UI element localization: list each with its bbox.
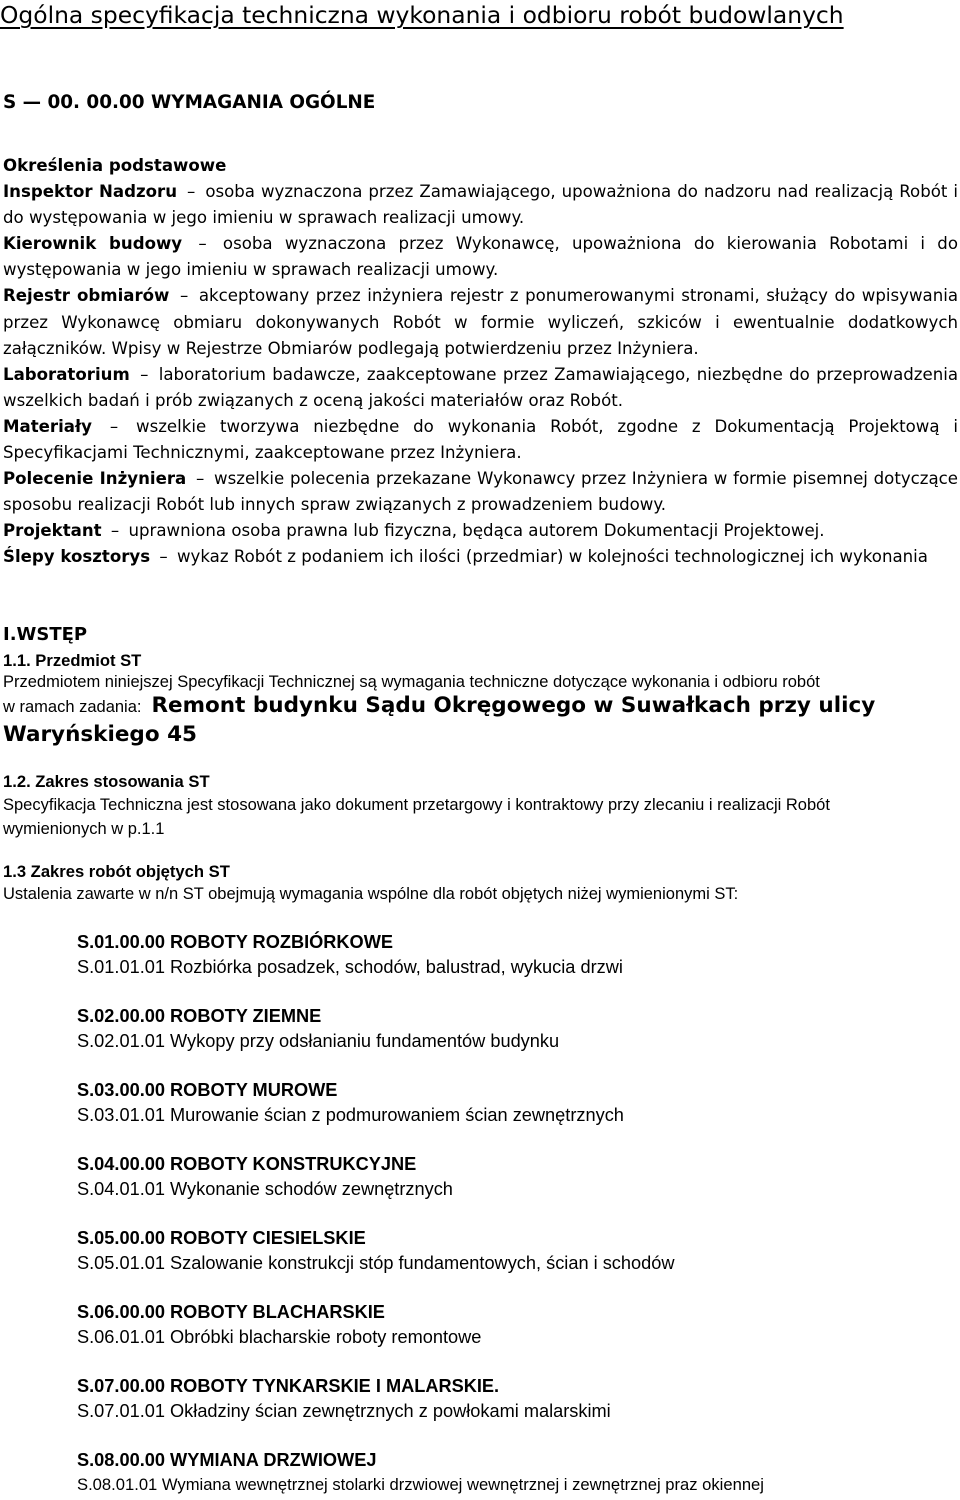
works-group-code: S.07.00.00 ROBOTY TYNKARSKIE I MALARSKIE.: [77, 1376, 500, 1396]
subsection-text-1-3: Ustalenia zawarte w n/n ST obejmują wymagania wspólne dla robót objętych niżej wymienionymi ST:: [3, 885, 739, 903]
works-group-code: S.03.00.00 ROBOTY MUROWE: [77, 1080, 338, 1100]
definition-term: Materiały: [3, 416, 92, 436]
subsection-heading-1-1: 1.1. Przedmiot ST: [3, 651, 142, 670]
dash-separator: –: [109, 416, 119, 436]
definition-item: [3, 414, 958, 466]
definition-term: Kierownik budowy: [3, 234, 183, 254]
definition-item: [3, 544, 958, 570]
works-group-code: S.06.00.00 ROBOTY BLACHARSKIE: [77, 1302, 385, 1322]
dash-separator: –: [159, 547, 168, 567]
definition-item: [3, 179, 958, 231]
works-group-code: S.05.00.00 ROBOTY CIESIELSKIE: [77, 1228, 366, 1248]
works-group-code: S.08.00.00 WYMIANA DRZWIOWEJ: [77, 1450, 377, 1470]
task-line-2: [3, 722, 197, 747]
works-group: [77, 1152, 453, 1201]
section-heading: S — 00. 00.00 WYMAGANIA OGÓLNE: [3, 92, 376, 113]
works-group-item: S.04.01.01 Wykonanie schodów zewnętrznych: [77, 1179, 453, 1199]
works-group-item: S.06.01.01 Obróbki blacharskie roboty remontowe: [77, 1327, 482, 1347]
works-group-item: S.08.01.01 Wymiana wewnętrznej stolarki drzwiowej wewnętrznej i zewnętrznej praz okiennej: [77, 1475, 764, 1494]
dash-separator: –: [198, 234, 207, 254]
definition-text: osoba wyznaczona przez Wykonawcę, upoważniona do kierowania Robotami i do występowania w jego imieniu w sprawach realizacji umowy.: [3, 234, 958, 280]
works-group-item: S.01.01.01 Rozbiórka posadzek, schodów, balustrad, wykucia drzwi: [77, 957, 623, 977]
works-group: [77, 1374, 611, 1423]
definition-item: [3, 362, 958, 414]
definition-text: akceptowany przez inżyniera rejestr z ponumerowanymi stronami, służący do wpisywania przez Wykonawcę obmiaru dokonywanych Robót w formie wyliczeń, szkiców i ewentualnie dodatkowych załączników. Wpisy w Rejestrze Obmiarów podlegają potwierdzeniu przez Inżyniera.: [3, 286, 958, 358]
works-group-item: S.05.01.01 Szalowanie konstrukcji stóp fundamentowych, ścian i schodów: [77, 1253, 675, 1273]
definition-text: laboratorium badawcze, zaakceptowane przez Zamawiającego, niezbędne do przeprowadzenia wszelkich badań i prób związanych z oceną jakości materiałów oraz Robót.: [3, 364, 958, 410]
definition-term: Projektant: [3, 521, 102, 541]
definition-item: [3, 231, 958, 283]
definition-term: Inspektor Nadzoru: [3, 182, 178, 202]
dash-separator: –: [179, 286, 189, 306]
definition-term: Ślepy kosztorys: [3, 547, 151, 567]
works-group-item: S.07.01.01 Okładziny ścian zewnętrznych z powłokami malarskimi: [77, 1401, 611, 1421]
works-group-code: S.04.00.00 ROBOTY KONSTRUKCYJNE: [77, 1154, 417, 1174]
definition-term: Polecenie Inżyniera: [3, 469, 187, 489]
definition-item: [3, 466, 958, 518]
definition-item: [3, 518, 958, 544]
works-group: [77, 1448, 764, 1497]
definition-text: osoba wyznaczona przez Zamawiającego, upoważniona do nadzoru nad realizacją Robót i do występowania w jego imieniu w sprawach realizacji umowy.: [3, 182, 958, 228]
works-group-item: S.02.01.01 Wykopy przy odsłanianiu fundamentów budynku: [77, 1031, 560, 1051]
task-title: Remont budynku Sądu Okręgowego w Suwałkach przy ulicy: [151, 693, 876, 718]
definition-text: uprawniona osoba prawna lub fizyczna, będąca autorem Dokumentacji Projektowej.: [128, 521, 825, 541]
definitions-block: [3, 153, 958, 571]
works-group: [77, 1004, 559, 1053]
subsection-text-1-1: Przedmiotem niniejszej Specyfikacji Technicznej są wymagania techniczne dotyczące wykonania i odbioru robót: [3, 673, 820, 691]
document-title: Ogólna specyfikacja techniczna wykonania i odbioru robót budowlanych: [0, 1, 844, 29]
works-group-item: S.03.01.01 Murowanie ścian z podmurowaniem ścian zewnętrznych: [77, 1105, 624, 1125]
works-group: [77, 1078, 624, 1127]
task-line-1: [3, 693, 875, 718]
definition-text: wykaz Robót z podaniem ich ilości (przedmiar) w kolejności technologicznej ich wykonania: [176, 547, 928, 567]
dash-separator: –: [140, 364, 149, 384]
task-title-cont: Waryńskiego 45: [3, 722, 197, 747]
subsection-heading-1-3: 1.3 Zakres robót objętych ST: [3, 862, 230, 881]
dash-separator: –: [110, 521, 120, 541]
dash-separator: –: [195, 469, 205, 489]
works-group-code: S.02.00.00 ROBOTY ZIEMNE: [77, 1006, 322, 1026]
intro-heading: I.WSTĘP: [3, 624, 88, 645]
subsection-heading-1-2: 1.2. Zakres stosowania ST: [3, 772, 210, 791]
definition-term: Rejestr obmiarów: [3, 286, 170, 306]
works-group: [77, 1300, 481, 1349]
works-group: [77, 1226, 675, 1275]
task-prefix: w ramach zadania:: [3, 698, 142, 716]
works-group-code: S.01.00.00 ROBOTY ROZBIÓRKOWE: [77, 932, 393, 952]
definitions-subheading: Określenia podstawowe: [3, 156, 227, 175]
definition-term: Laboratorium: [3, 364, 130, 384]
definition-item: [3, 283, 958, 361]
works-group: [77, 930, 623, 979]
definition-text: wszelkie polecenia przekazane Wykonawcy przez Inżyniera w formie pisemnej dotyczące sposobu realizacji Robót lub innych spraw związanych z prowadzeniem budowy.: [3, 469, 958, 515]
dash-separator: –: [187, 182, 196, 202]
definition-text: wszelkie tworzywa niezbędne do wykonania Robót, zgodne z Dokumentacją Projektową i Specyfikacjami Technicznymi, zaakceptowane przez Inżyniera.: [3, 416, 958, 463]
subsection-text-1-2: Specyfikacja Techniczna jest stosowana jako dokument przetargowy i kontraktowy przy zlecaniu i realizacji Robót wymienionych w p.1.1: [3, 796, 830, 838]
